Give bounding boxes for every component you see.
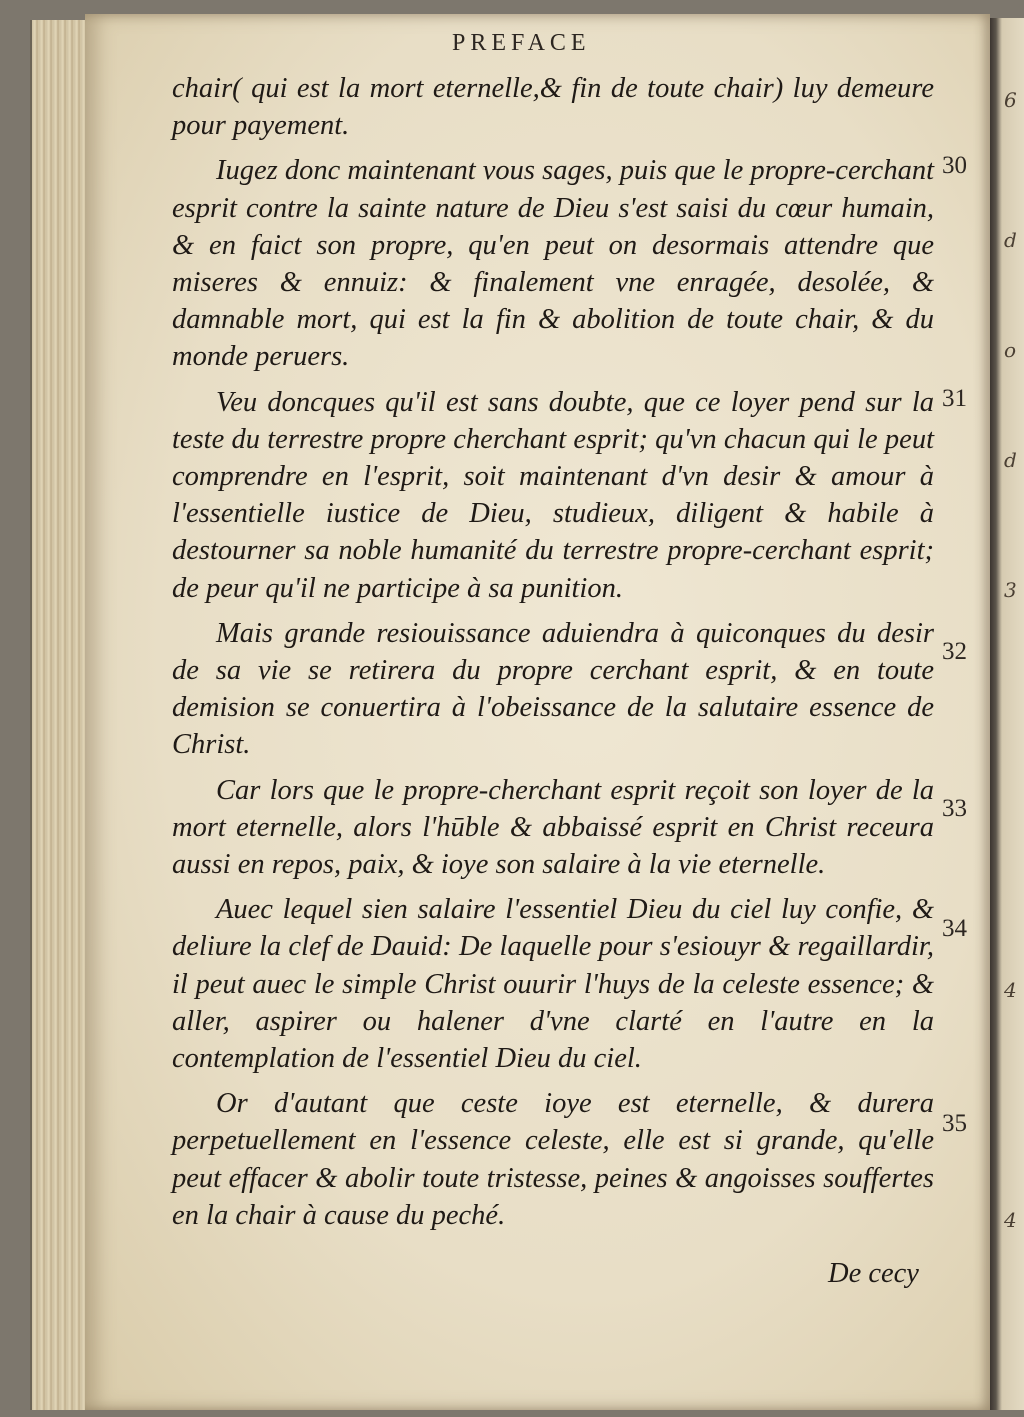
paragraph: Or d'autant que ceste ioye est eternelle, & durera perpetuellement en l'essence celeste, elle est si grande, qu'elle peut effacer & abolir toute tristesse, peines & angoisses souffertes en la chair à cause du peché. <box>172 1088 934 1231</box>
verse-number: 32 <box>942 638 967 665</box>
verse-number: 31 <box>942 385 967 412</box>
paragraph: chair( qui est la mort eternelle,& fin de toute chair) luy demeure pour payement. <box>172 73 934 142</box>
adjacent-page-edge <box>990 18 1024 1410</box>
paragraph: Veu doncques qu'il est sans doubte, que ce loyer pend sur la teste du terrestre propre cherchant esprit; qu'vn chacun qui le peut comprendre en l'esprit, soit maintenant d'vn desir & amour à l'essentielle iustice de Dieu, studieux, diligent & habile à destourner sa noble humanité du terrestre propre-cerchant esprit; de peur qu'il ne participe à sa punition. <box>172 386 934 604</box>
body-text <box>172 70 934 1242</box>
running-title: PREFACE <box>452 30 591 56</box>
adjacent-page-fragment: 6 <box>1004 88 1017 112</box>
verse-number: 33 <box>942 795 967 822</box>
adjacent-page-fragment: o <box>1004 338 1017 362</box>
verse-number: 34 <box>942 915 967 942</box>
paragraph: Car lors que le propre-cherchant esprit reçoit son loyer de la mort eternelle, alors l'hūble & abbaissé esprit en Christ receura aussi en repos, paix, & ioye son salaire à la vie eternelle. <box>172 774 934 881</box>
adjacent-page-fragment: 4 <box>1004 978 1017 1002</box>
paragraph: Mais grande resiouissance aduiendra à quiconques du desir de sa vie se retirera du propre cerchant esprit, & en toute demision se conuertira à l'obeissance de la salutaire essence de Christ. <box>172 617 934 761</box>
adjacent-page-fragment: d <box>1004 448 1017 472</box>
adjacent-page-fragment: 3 <box>1004 578 1017 602</box>
paragraph: Iugez donc maintenant vous sages, puis que le propre-cerchant esprit contre la sainte nature de Dieu s'est saisi du cœur humain, & en faict son propre, qu'en peut on desormais attendre que miseres & ennuiz: & finalement vne enragée, desolée, & damnable mort, qui est la fin & abolition de toute chair, & du monde peruers. <box>172 155 934 373</box>
adjacent-page-fragment: 4 <box>1004 1208 1017 1232</box>
paragraph: Auec lequel sien salaire l'essentiel Dieu du ciel luy confie, & deliure la clef de Dauid: De laquelle pour s'esiouyr & regaillardir, il peut auec le simple Christ ouurir l'huys de la celeste essence; & aller, aspirer ou halener d'vne clarté en l'autre en la contemplation de l'essentiel Dieu du ciel. <box>172 894 934 1075</box>
adjacent-page-fragment: d <box>1004 228 1017 252</box>
verse-number: 30 <box>942 152 967 179</box>
verse-number: 35 <box>942 1110 967 1137</box>
catchword: De cecy <box>828 1258 919 1289</box>
